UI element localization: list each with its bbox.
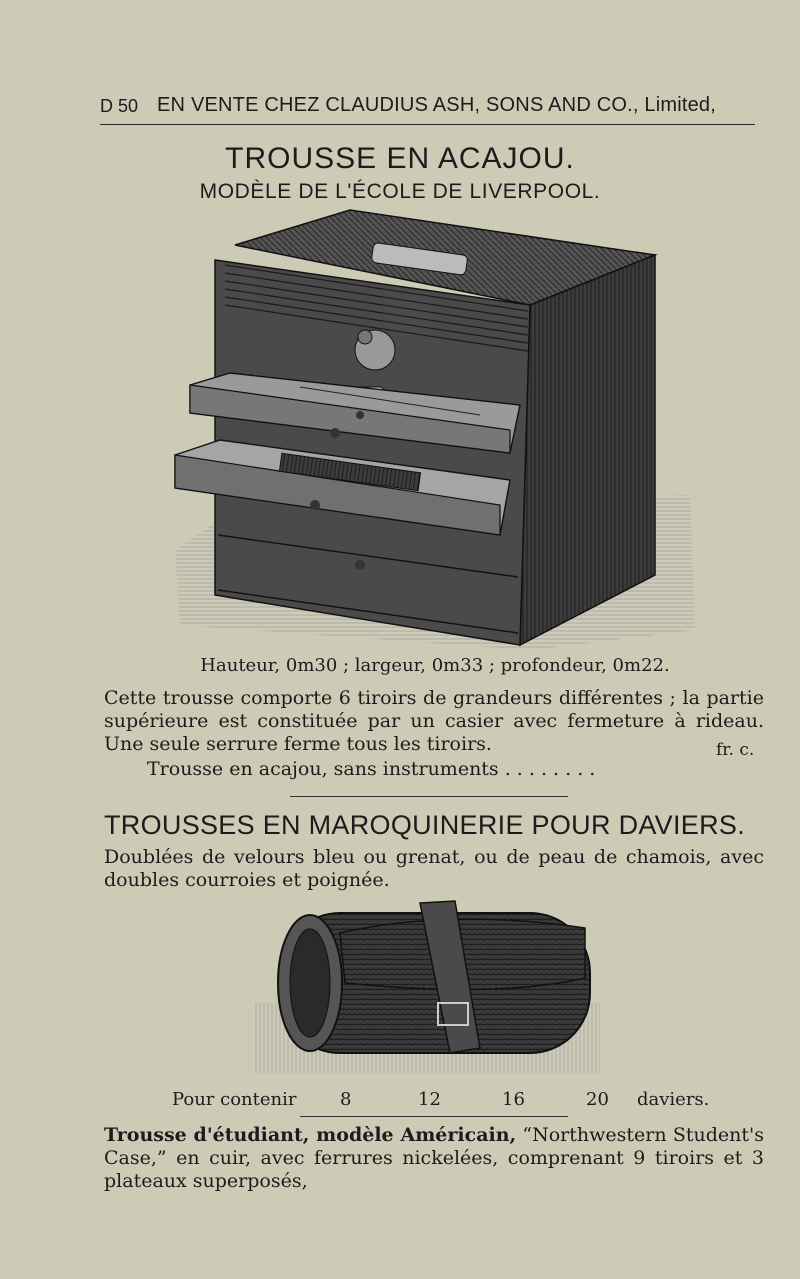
capacity-12: 12 [418, 1089, 441, 1110]
capacity-8: 8 [340, 1089, 352, 1110]
currency-label: fr. c. [716, 740, 755, 760]
section3-description: “Northwestern Student's Case,” en cuir, avec ferrures nickelées, comprenant 9 tiroirs et 3 plateaux superposés, [104, 1124, 764, 1192]
section3-title: Trousse d'étudiant, modèle Américain, [104, 1124, 517, 1146]
section1-title: TROUSSE EN ACAJOU. [225, 142, 575, 175]
cabinet-illustration [150, 205, 710, 665]
leather-roll-illustration [250, 898, 610, 1078]
dimensions-caption: Hauteur, 0m30 ; largeur, 0m33 ; profondeur, 0m22. [200, 655, 670, 676]
header-rule [100, 124, 755, 125]
section2-description: Doublées de velours bleu ou grenat, ou de peau de chamois, avec doubles courroies et poignée. [104, 846, 764, 891]
section2-title: TROUSSES EN MAROQUINERIE POUR DAVIERS. [104, 810, 745, 840]
price-line: Trousse en acajou, sans instruments . . . . . . . . [147, 758, 596, 780]
capacity-16: 16 [502, 1089, 525, 1110]
section-divider-2 [300, 1116, 568, 1117]
capacity-20: 20 [586, 1089, 609, 1110]
capacity-unit: daviers. [637, 1089, 710, 1110]
section-divider [290, 796, 568, 797]
section1-description: Cette trousse comporte 6 tiroirs de grandeurs différentes ; la partie supérieure est constituée par un casier avec fermeture à rideau. Une seule serrure ferme tous les tiroirs. [104, 687, 764, 755]
capacity-label: Pour contenir [172, 1089, 297, 1110]
page-number: D 50 [100, 96, 139, 116]
section1-subtitle: MODÈLE DE L'ÉCOLE DE LIVERPOOL. [199, 180, 601, 203]
header-text: EN VENTE CHEZ CLAUDIUS ASH, SONS AND CO., Limited, [157, 94, 717, 116]
section3-text [104, 1124, 764, 1193]
